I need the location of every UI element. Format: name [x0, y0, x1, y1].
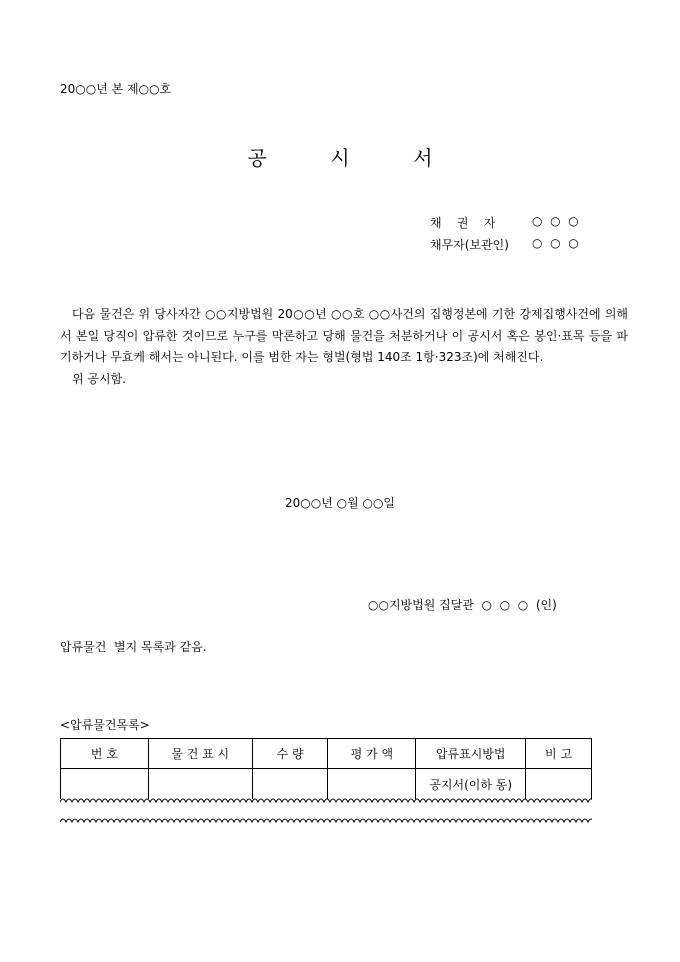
header-seizure-method: 압류표시방법: [416, 739, 526, 769]
document-number: 20○○년 본 제○○호: [60, 82, 172, 96]
table-break-line-bottom: [60, 816, 592, 828]
header-item-description: 물 건 표 시: [148, 739, 252, 769]
document-title: 공 시 서: [247, 146, 433, 170]
table-break-line-top: [60, 796, 592, 808]
table-row: [61, 769, 592, 800]
header-remarks: 비 고: [526, 739, 592, 769]
table-cell: 공지서(이하 동): [416, 769, 526, 800]
creditor-label: 채 권 자: [430, 216, 496, 230]
notice-body: [60, 304, 628, 390]
header-appraised-value: 평 가 액: [328, 739, 416, 769]
table-cell: [61, 769, 149, 800]
table-header-row: [61, 739, 592, 769]
table-cell: [526, 769, 592, 800]
seized-items-table: [60, 738, 592, 799]
seized-items-note: 압류물건 별지 목록과 같음.: [60, 640, 207, 654]
notice-closing: 위 공시함.: [72, 371, 126, 386]
bailiff-signature: ○○지방법원 집달관 ○ ○ ○ (인): [368, 598, 557, 612]
creditor-name: ○ ○ ○: [532, 214, 579, 228]
table-cell: [252, 769, 328, 800]
table-cell: [148, 769, 252, 800]
notice-date: 20○○년 ○월 ○○일: [284, 496, 396, 510]
table-cell: [328, 769, 416, 800]
debtor-name: ○ ○ ○: [532, 236, 579, 250]
notice-paragraph: 다음 물건은 위 당사자간 ○○지방법원 20○○년 ○○호 ○○사건의 집행정본에 기한 강제집행사건에 의해서 본일 당직이 압류한 것이므로 누구를 막론하고 당해 물건을 처분하거나 이 공시서 혹은 봉인·표목 등을 파기하거나 무효케 해서는 아니된다. 이를 범한 자는 형벌(형법 140조 1항·323조)에 처해진다.: [60, 307, 628, 364]
header-quantity: 수 량: [252, 739, 328, 769]
debtor-label: 채무자(보관인): [430, 238, 509, 252]
header-number: 번 호: [61, 739, 149, 769]
seized-items-list-title: <압류물건목록>: [60, 718, 150, 732]
